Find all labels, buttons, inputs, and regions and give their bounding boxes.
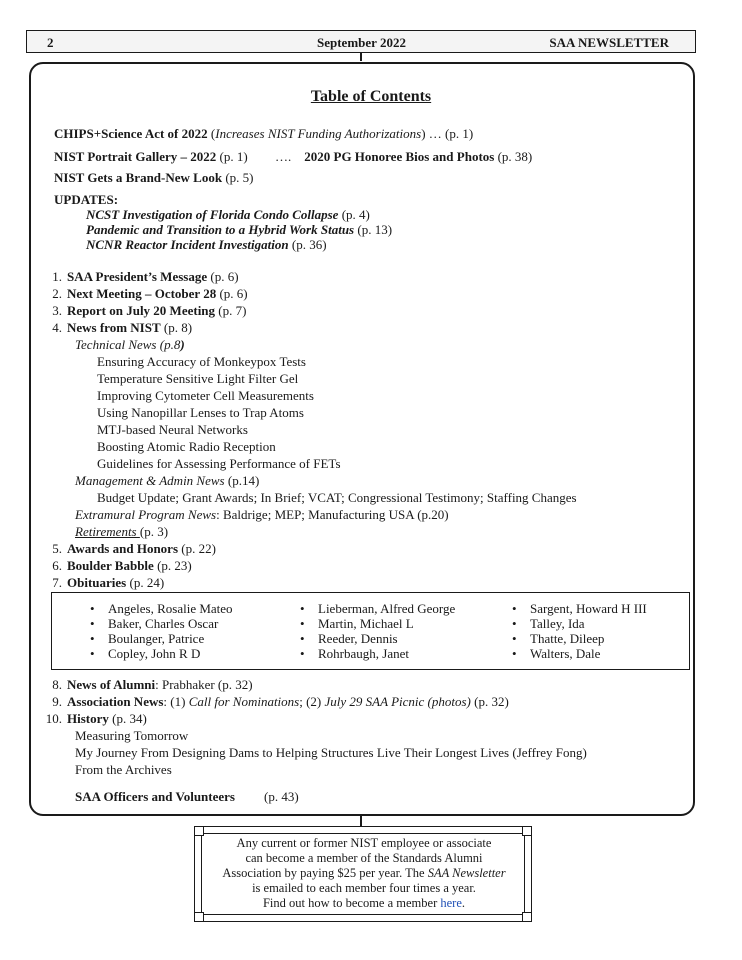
item-number: 5. — [52, 541, 62, 556]
toc-title: Table of Contents — [310, 88, 432, 105]
toc-item-obituaries[interactable]: Obituaries (p. 24) — [67, 575, 165, 590]
item-number: 8. — [52, 677, 62, 692]
obituary-name[interactable]: • Thatte, Dileep — [512, 631, 647, 646]
obituary-column — [90, 601, 233, 661]
page-number: 2 — [47, 35, 54, 50]
page-header — [26, 30, 696, 53]
technical-item[interactable]: Improving Cytometer Cell Measurements — [97, 388, 314, 403]
toc-item-officers[interactable]: SAA Officers and Volunteers — [75, 789, 235, 804]
toc-item-new-look[interactable]: NIST Gets a Brand-New Look (p. 5) — [54, 170, 254, 185]
extramural-news[interactable]: Extramural Program News: Baldrige; MEP; Manufacturing USA (p.20) — [75, 507, 449, 522]
obituary-name[interactable]: • Walters, Dale — [512, 646, 647, 661]
notice-text: Any current or former NIST employee or associate can become a member of the Standards Alumni Association by paying $25 per year. The SAA Newsletter is emailed to each member four times a year. Find out how to become a member here. — [222, 836, 506, 910]
mgmt-news-heading[interactable]: Management & Admin News (p.14) — [75, 473, 260, 488]
item-number: 6. — [52, 558, 62, 573]
publication-name: SAA NEWSLETTER — [549, 35, 669, 50]
item-number: 1. — [52, 269, 62, 284]
obituary-name[interactable]: • Martin, Michael L — [300, 616, 455, 631]
obituary-name[interactable]: • Sargent, Howard H III — [512, 601, 647, 616]
issue-date: September 2022 — [317, 35, 406, 50]
obituary-name[interactable]: • Baker, Charles Oscar — [90, 616, 233, 631]
obituary-name[interactable]: • Reeder, Dennis — [300, 631, 455, 646]
item-number: 10. — [45, 711, 62, 726]
retirements[interactable]: Retirements (p. 3) — [75, 524, 169, 539]
item-number: 2. — [52, 286, 62, 301]
obituary-name[interactable]: • Talley, Ida — [512, 616, 647, 631]
mgmt-news-items[interactable]: Budget Update; Grant Awards; In Brief; VCAT; Congressional Testimony; Staffing Changes — [97, 490, 577, 505]
item-number: 7. — [52, 575, 62, 590]
obituary-name[interactable]: • Rohrbaugh, Janet — [300, 646, 455, 661]
notice-corner — [522, 912, 532, 922]
toc-item-report[interactable]: Report on July 20 Meeting (p. 7) — [67, 303, 247, 318]
toc-item-history[interactable]: History (p. 34) — [67, 711, 147, 726]
toc-item-alumni[interactable]: News of Alumni: Prabhaker (p. 32) — [67, 677, 253, 692]
connector-bottom — [360, 816, 362, 826]
update-item[interactable]: NCNR Reactor Incident Investigation (p. 36) — [86, 237, 327, 252]
updates-label: UPDATES: — [54, 192, 119, 207]
item-number: 3. — [52, 303, 62, 318]
technical-item[interactable]: Using Nanopillar Lenses to Trap Atoms — [97, 405, 304, 420]
technical-news-heading[interactable]: Technical News (p.8) — [75, 337, 185, 352]
obituaries-box — [51, 592, 690, 670]
membership-notice — [194, 826, 532, 922]
obituary-column — [300, 601, 455, 661]
connector-top — [360, 53, 362, 61]
obituary-name[interactable]: • Angeles, Rosalie Mateo — [90, 601, 233, 616]
history-item[interactable]: From the Archives — [75, 762, 172, 777]
obituary-name[interactable]: • Copley, John R D — [90, 646, 233, 661]
toc-item-boulder[interactable]: Boulder Babble (p. 23) — [67, 558, 192, 573]
toc-item-association[interactable]: Association News: (1) Call for Nominations; (2) July 29 SAA Picnic (photos) (p. 32) — [67, 694, 509, 709]
obituary-name[interactable]: • Lieberman, Alfred George — [300, 601, 455, 616]
notice-corner — [194, 826, 204, 836]
notice-corner — [522, 826, 532, 836]
update-item[interactable]: NCST Investigation of Florida Condo Collapse (p. 4) — [86, 207, 370, 222]
toc-item-president[interactable]: SAA President’s Message (p. 6) — [67, 269, 239, 284]
history-item[interactable]: Measuring Tomorrow — [75, 728, 189, 743]
toc-item-chips[interactable]: CHIPS+Science Act of 2022 (Increases NIST Funding Authorizations) … (p. 1) — [54, 126, 474, 141]
technical-item[interactable]: Boosting Atomic Radio Reception — [97, 439, 276, 454]
officers-page: (p. 43) — [264, 789, 299, 804]
technical-item[interactable]: Ensuring Accuracy of Monkeypox Tests — [97, 354, 306, 369]
item-number: 4. — [52, 320, 62, 335]
toc-item-next-meeting[interactable]: Next Meeting – October 28 (p. 6) — [67, 286, 248, 301]
technical-item[interactable]: MTJ-based Neural Networks — [97, 422, 248, 437]
obituary-name[interactable]: • Boulanger, Patrice — [90, 631, 233, 646]
technical-item[interactable]: Temperature Sensitive Light Filter Gel — [97, 371, 299, 386]
update-item[interactable]: Pandemic and Transition to a Hybrid Work Status (p. 13) — [86, 222, 393, 237]
notice-corner — [194, 912, 204, 922]
item-number: 9. — [52, 694, 62, 709]
toc-item-gallery[interactable]: NIST Portrait Gallery – 2022 (p. 1) — [54, 149, 248, 164]
toc-item-news-nist[interactable]: News from NIST (p. 8) — [67, 320, 193, 335]
technical-item[interactable]: Guidelines for Assessing Performance of FETs — [97, 456, 341, 471]
obituary-column — [512, 601, 647, 661]
membership-link[interactable]: here — [440, 896, 462, 910]
history-item[interactable]: My Journey From Designing Dams to Helping Structures Live Their Longest Lives (Jeffrey Fong) — [75, 745, 587, 760]
toc-item-gallery-bios[interactable]: …. 2020 PG Honoree Bios and Photos (p. 38) — [275, 149, 533, 164]
toc-item-awards[interactable]: Awards and Honors (p. 22) — [67, 541, 216, 556]
